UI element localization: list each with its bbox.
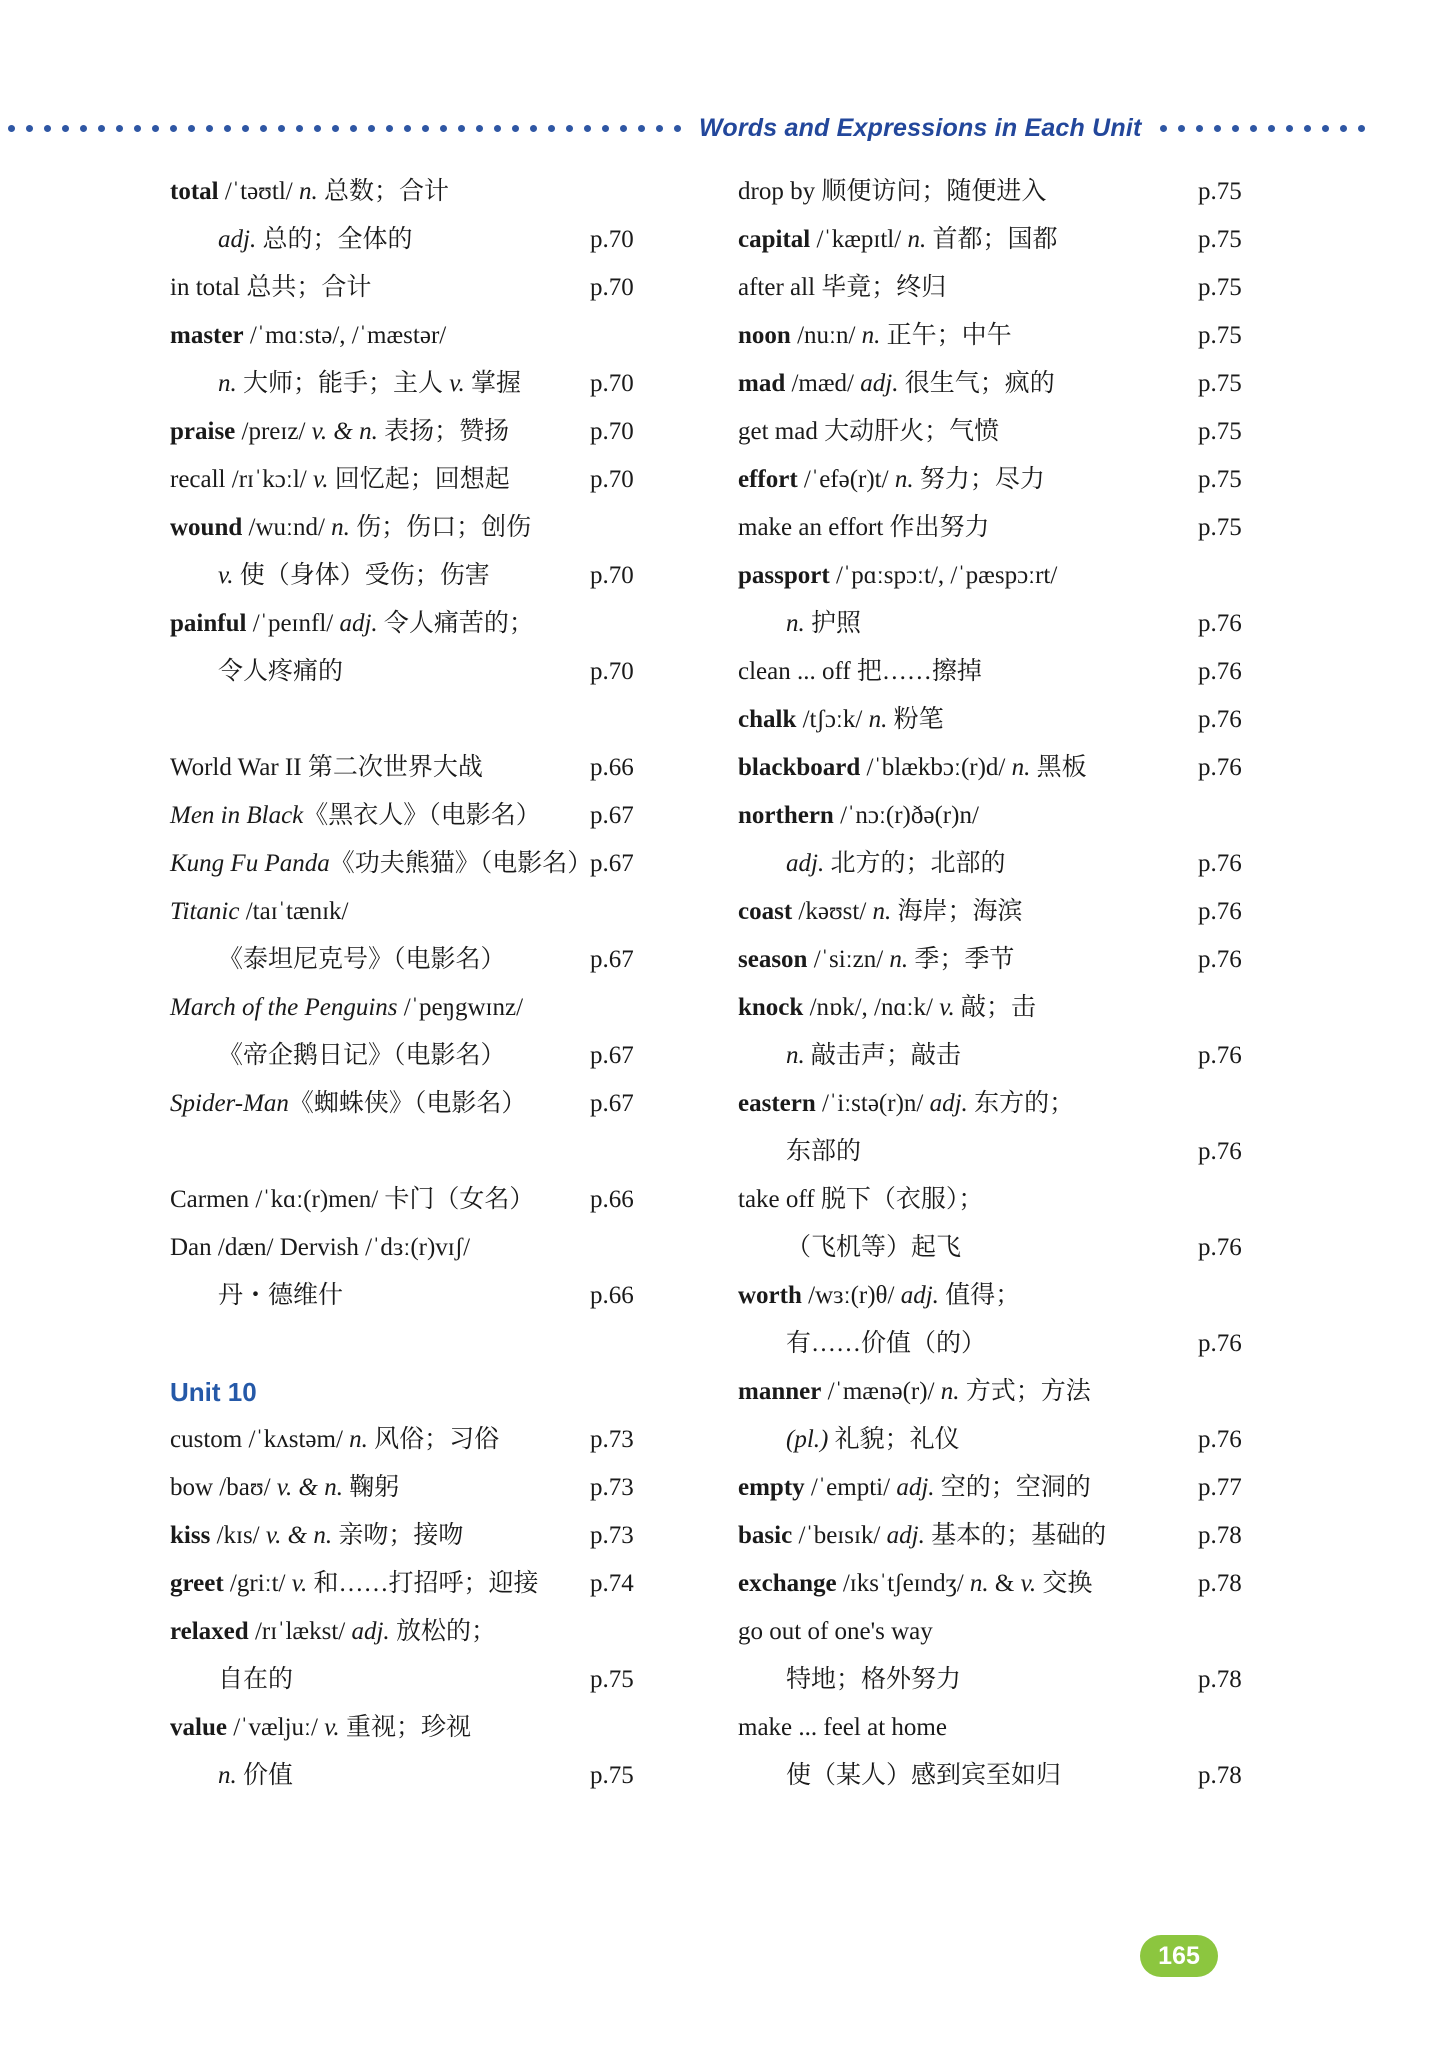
page-reference: p.78 — [1198, 1762, 1242, 1789]
word-entry — [738, 1560, 1298, 1608]
headword: Spider-Man — [170, 1090, 289, 1117]
page-reference: p.70 — [590, 274, 634, 301]
header-dot — [386, 125, 393, 132]
entry-line: n. 价值 p.75 — [170, 1752, 710, 1800]
header-dot — [206, 125, 213, 132]
header-dot — [1286, 125, 1293, 132]
pos-marker: n. — [349, 1426, 368, 1453]
header-dot — [1268, 125, 1275, 132]
section-spacer — [170, 1320, 710, 1368]
entry-line: （飞机等）起飞 p.76 — [738, 1224, 1298, 1272]
header-dot — [314, 125, 321, 132]
pos-marker: n. — [868, 706, 888, 733]
entry-line: noon /nuːn/ n. 正午；中午 p.75 — [738, 312, 1298, 360]
entry-line: after all 毕竟；终归 p.75 — [738, 264, 1298, 312]
header-dot — [422, 125, 429, 132]
entry-line: get mad 大动肝火；气愤 p.75 — [738, 408, 1298, 456]
header-dot — [530, 125, 537, 132]
page-reference: p.76 — [1198, 1330, 1242, 1357]
header-dot — [188, 125, 195, 132]
page-reference: p.70 — [590, 418, 634, 445]
word-entry — [170, 984, 710, 1080]
entry-line: 特地；格外努力 p.78 — [738, 1656, 1298, 1704]
entry-line: 使（某人）感到宾至如归 p.78 — [738, 1752, 1298, 1800]
word-entry — [170, 1512, 710, 1560]
headword: value — [170, 1714, 227, 1741]
word-entry — [738, 168, 1298, 216]
pos-marker: v. — [1020, 1570, 1037, 1597]
header-dot — [1160, 125, 1167, 132]
word-entry — [738, 1176, 1298, 1272]
word-entry — [738, 1512, 1298, 1560]
word-entry — [738, 648, 1298, 696]
header-dot — [602, 125, 609, 132]
headword: Men in Black — [170, 802, 304, 829]
header-dot — [440, 125, 447, 132]
entry-line: 令人疼痛的 p.70 — [170, 648, 710, 696]
entry-line: n. 护照 p.76 — [738, 600, 1298, 648]
header-dot — [494, 125, 501, 132]
word-entry — [738, 1080, 1298, 1176]
entry-line: mad /mæd/ adj. 很生气；疯的 p.75 — [738, 360, 1298, 408]
entry-line: n. 敲击声；敲击 p.76 — [738, 1032, 1298, 1080]
entry-line: v. 使（身体）受伤；伤害 p.70 — [170, 552, 710, 600]
header-dot — [134, 125, 141, 132]
pos-marker: n. — [872, 898, 892, 925]
page-reference: p.75 — [590, 1666, 634, 1693]
header-dots-left — [8, 123, 681, 133]
pos-marker: v. — [291, 1570, 308, 1597]
pos-marker: n. — [907, 226, 927, 253]
pos-marker: n. — [940, 1378, 960, 1405]
unit-heading: Unit 10 — [170, 1377, 257, 1407]
headword: mad — [738, 370, 786, 397]
entry-line: kiss /kɪs/ v. & n. 亲吻；接吻 p.73 — [170, 1512, 710, 1560]
header-dot — [1178, 125, 1185, 132]
pos-marker: adj. — [786, 850, 825, 877]
headword: effort — [738, 466, 798, 493]
header-dot — [98, 125, 105, 132]
header-dot — [26, 125, 33, 132]
headword: passport — [738, 562, 830, 589]
pos-marker: v. — [324, 1714, 340, 1741]
header-dot — [296, 125, 303, 132]
entry-line: adj. 北方的；北部的 p.76 — [738, 840, 1298, 888]
word-entry — [738, 1464, 1298, 1512]
pos-marker: v. & n. — [265, 1522, 333, 1549]
page-reference: p.75 — [1198, 370, 1242, 397]
pos-marker: n. — [969, 1570, 989, 1597]
headword: painful — [170, 610, 247, 637]
pos-marker: n. — [786, 1042, 805, 1069]
headword: total — [170, 178, 219, 205]
entry-line: 《泰坦尼克号》（电影名） p.67 — [170, 936, 710, 984]
entry-line: 丹・德维什 p.66 — [170, 1272, 710, 1320]
word-entry — [170, 1176, 710, 1224]
entry-line: value /ˈvæljuː/ v. 重视；珍视 — [170, 1714, 471, 1741]
page-reference: p.75 — [1198, 514, 1242, 541]
headword: northern — [738, 802, 834, 829]
header-dot — [350, 125, 357, 132]
entry-line: empty /ˈempti/ adj. 空的；空洞的 p.77 — [738, 1464, 1298, 1512]
header-dot — [1214, 125, 1221, 132]
entry-line: relaxed /rɪˈlækst/ adj. 放松的； — [170, 1618, 496, 1645]
page-reference: p.70 — [590, 370, 634, 397]
page-reference: p.75 — [1198, 274, 1242, 301]
word-entry — [738, 1368, 1298, 1464]
page-reference: p.75 — [1198, 226, 1242, 253]
entry-line: drop by 顺便访问；随便进入 p.75 — [738, 168, 1298, 216]
pos-marker: n. — [889, 946, 909, 973]
headword: knock — [738, 994, 804, 1021]
pos-marker: adj. — [929, 1090, 968, 1117]
headword: kiss — [170, 1522, 211, 1549]
word-entry — [738, 552, 1298, 648]
page-reference: p.75 — [590, 1762, 634, 1789]
entry-line: go out of one's way — [738, 1618, 933, 1645]
pos-marker: adj. — [218, 226, 257, 253]
entry-line: effort /ˈefə(r)t/ n. 努力；尽力 p.75 — [738, 456, 1298, 504]
word-entry — [738, 696, 1298, 744]
header-dot — [1232, 125, 1239, 132]
entry-line: Men in Black《黑衣人》（电影名） p.67 — [170, 792, 710, 840]
word-entry — [170, 408, 710, 456]
headword: wound — [170, 514, 243, 541]
entry-line: eastern /ˈiːstə(r)n/ adj. 东方的； — [738, 1090, 1075, 1117]
headword: greet — [170, 1570, 224, 1597]
pos-marker: n. — [1011, 754, 1031, 781]
entry-line: passport /ˈpɑːspɔːt/, /ˈpæspɔːrt/ — [738, 562, 1058, 589]
word-entry — [170, 1416, 710, 1464]
header-dot — [332, 125, 339, 132]
header-dot — [1304, 125, 1311, 132]
page-reference: p.76 — [1198, 658, 1242, 685]
entry-line: custom /ˈkʌstəm/ n. 风俗；习俗 p.73 — [170, 1416, 710, 1464]
word-entry — [170, 1464, 710, 1512]
entry-line: master /ˈmɑːstə/, /ˈmæstər/ — [170, 322, 447, 349]
header-dot — [242, 125, 249, 132]
headword: capital — [738, 226, 811, 253]
page-reference: p.74 — [590, 1570, 634, 1597]
header-dot — [1250, 125, 1257, 132]
entry-line: (pl.) 礼貌；礼仪 p.76 — [738, 1416, 1298, 1464]
pos-marker: adj. — [900, 1282, 939, 1309]
header-dot — [656, 125, 663, 132]
pos-marker: v. — [939, 994, 955, 1021]
entry-line: Kung Fu Panda《功夫熊猫》（电影名） p.67 — [170, 840, 710, 888]
headword: coast — [738, 898, 793, 925]
headword: worth — [738, 1282, 802, 1309]
header-dot — [278, 125, 285, 132]
pos-marker: v. — [218, 562, 234, 589]
header-dot — [404, 125, 411, 132]
page-reference: p.75 — [1198, 466, 1242, 493]
word-entry — [738, 504, 1298, 552]
header-dot — [62, 125, 69, 132]
word-entry — [738, 408, 1298, 456]
page-reference: p.73 — [590, 1474, 634, 1501]
entry-line: praise /preɪz/ v. & n. 表扬；赞扬 p.70 — [170, 408, 710, 456]
word-entry — [170, 1704, 710, 1800]
page-reference: p.76 — [1198, 754, 1242, 781]
entry-line: chalk /tʃɔːk/ n. 粉笔 p.76 — [738, 696, 1298, 744]
header-dot — [368, 125, 375, 132]
entry-line: total /ˈtəʊtl/ n. 总数；合计 — [170, 178, 449, 205]
entry-line: knock /nɒk/, /nɑːk/ v. 敲；击 — [738, 994, 1036, 1021]
header-dot — [8, 125, 15, 132]
word-entry — [170, 1224, 710, 1320]
word-entry — [170, 600, 710, 696]
pos-marker: n. — [298, 178, 318, 205]
page-reference: p.75 — [1198, 322, 1242, 349]
header-dot — [620, 125, 627, 132]
headword: Titanic — [170, 898, 240, 925]
page-reference: p.66 — [590, 754, 634, 781]
entry-line: northern /ˈnɔː(r)ðə(r)n/ — [738, 802, 979, 829]
word-entry — [170, 840, 710, 888]
header-dot — [80, 125, 87, 132]
word-entry — [170, 312, 710, 408]
page-number-badge: 165 — [1140, 1935, 1218, 1977]
entry-line: make an effort 作出努力 p.75 — [738, 504, 1298, 552]
entry-line: 《帝企鹅日记》（电影名） p.67 — [170, 1032, 710, 1080]
pos-marker: v. & n. — [276, 1474, 343, 1501]
word-entry — [738, 744, 1298, 792]
page-reference: p.76 — [1198, 1426, 1242, 1453]
word-entry — [170, 264, 710, 312]
page-reference: p.70 — [590, 226, 634, 253]
page-reference: p.70 — [590, 466, 634, 493]
entry-line: March of the Penguins /ˈpeŋgwɪnz/ — [170, 994, 524, 1021]
pos-marker: adj. — [896, 1474, 935, 1501]
page-reference: p.70 — [590, 562, 634, 589]
page-reference: p.73 — [590, 1522, 634, 1549]
word-entry — [738, 264, 1298, 312]
word-entry — [738, 360, 1298, 408]
header-dot — [1322, 125, 1329, 132]
pos-marker: n. — [861, 322, 881, 349]
page-reference: p.73 — [590, 1426, 634, 1453]
page-reference: p.76 — [1198, 898, 1242, 925]
section-spacer — [170, 1128, 710, 1176]
headword: Kung Fu Panda — [170, 850, 330, 877]
headword: chalk — [738, 706, 797, 733]
header-dot — [584, 125, 591, 132]
word-entry — [738, 1704, 1298, 1800]
page-reference: p.67 — [590, 1042, 634, 1069]
headword: eastern — [738, 1090, 816, 1117]
entry-line: exchange /ɪksˈtʃeɪndʒ/ n. & v. 交换 p.78 — [738, 1560, 1298, 1608]
entry-line: 有……价值（的） p.76 — [738, 1320, 1298, 1368]
page-reference: p.76 — [1198, 706, 1242, 733]
header-dot — [260, 125, 267, 132]
page-reference: p.78 — [1198, 1666, 1242, 1693]
entry-line: recall /rɪˈkɔːl/ v. 回忆起；回想起 p.70 — [170, 456, 710, 504]
header-dot — [638, 125, 645, 132]
headword: exchange — [738, 1570, 837, 1597]
word-entry — [170, 792, 710, 840]
pos-marker: v. & n. — [311, 418, 378, 445]
entry-line: Spider-Man《蜘蛛侠》（电影名） p.67 — [170, 1080, 710, 1128]
header-dot — [44, 125, 51, 132]
entry-line: adj. 总的；全体的 p.70 — [170, 216, 710, 264]
entry-line: n. 大师；能手；主人 v. 掌握 p.70 — [170, 360, 710, 408]
left-column — [170, 168, 710, 1800]
pos-marker: adj. — [351, 1618, 390, 1645]
page-header — [0, 108, 1434, 148]
entry-line: wound /wuːnd/ n. 伤；伤口；创伤 — [170, 514, 532, 541]
header-dot — [170, 125, 177, 132]
headword: blackboard — [738, 754, 861, 781]
word-entry — [738, 312, 1298, 360]
page-reference: p.75 — [1198, 178, 1242, 205]
headword: March of the Penguins — [170, 994, 398, 1021]
word-entry — [170, 888, 710, 984]
headword: season — [738, 946, 808, 973]
word-entry — [170, 1608, 710, 1704]
page-reference: p.67 — [590, 1090, 634, 1117]
page-reference: p.75 — [1198, 418, 1242, 445]
word-entry — [170, 1560, 710, 1608]
pos-marker: v. — [449, 370, 465, 397]
page-reference: p.76 — [1198, 1234, 1242, 1261]
entry-line: take off 脱下（衣服）； — [738, 1186, 984, 1213]
word-entry — [170, 456, 710, 504]
word-entry — [170, 744, 710, 792]
entry-line: Titanic /taɪˈtænɪk/ — [170, 898, 349, 925]
page-reference: p.70 — [590, 658, 634, 685]
headword: praise — [170, 418, 236, 445]
page-reference: p.66 — [590, 1186, 634, 1213]
word-entry — [738, 1272, 1298, 1368]
pos-marker: adj. — [886, 1522, 925, 1549]
headword: relaxed — [170, 1618, 249, 1645]
entry-line: 自在的 p.75 — [170, 1656, 710, 1704]
entry-line: 东部的 p.76 — [738, 1128, 1298, 1176]
page-reference: p.67 — [590, 802, 634, 829]
header-dot — [152, 125, 159, 132]
word-entry — [738, 216, 1298, 264]
page-reference: p.78 — [1198, 1522, 1242, 1549]
pos-marker: adj. — [339, 610, 378, 637]
entry-line: basic /ˈbeɪsɪk/ adj. 基本的；基础的 p.78 — [738, 1512, 1298, 1560]
headword: noon — [738, 322, 791, 349]
pos-marker: adj. — [860, 370, 899, 397]
right-column — [738, 168, 1298, 1800]
word-entry — [738, 984, 1298, 1080]
page-reference: p.76 — [1198, 1042, 1242, 1069]
pos-marker: v. — [312, 466, 329, 493]
word-entry — [170, 168, 710, 264]
entry-line: make ... feel at home — [738, 1714, 947, 1741]
headword: empty — [738, 1474, 805, 1501]
entry-line: bow /baʊ/ v. & n. 鞠躬 p.73 — [170, 1464, 710, 1512]
headword: manner — [738, 1378, 822, 1405]
entry-line: painful /ˈpeɪnfl/ adj. 令人痛苦的； — [170, 610, 534, 637]
entry-line: greet /griːt/ v. 和……打招呼；迎接 p.74 — [170, 1560, 710, 1608]
page-reference: p.76 — [1198, 610, 1242, 637]
header-dot — [476, 125, 483, 132]
header-dot — [512, 125, 519, 132]
header-dot — [1358, 125, 1365, 132]
entry-line: coast /kəʊst/ n. 海岸；海滨 p.76 — [738, 888, 1298, 936]
entry-line: manner /ˈmænə(r)/ n. 方式；方法 — [738, 1378, 1091, 1405]
page-reference: p.76 — [1198, 850, 1242, 877]
word-entry — [738, 888, 1298, 936]
header-dot — [566, 125, 573, 132]
page-reference: p.67 — [590, 946, 634, 973]
page-reference: p.76 — [1198, 1138, 1242, 1165]
page-title: Words and Expressions in Each Unit — [699, 113, 1142, 142]
entry-line: worth /wɜː(r)θ/ adj. 值得； — [738, 1282, 1021, 1309]
word-entry — [170, 1080, 710, 1128]
entry-line: World War II 第二次世界大战 p.66 — [170, 744, 710, 792]
word-entry — [738, 936, 1298, 984]
entry-line: capital /ˈkæpɪtl/ n. 首都；国都 p.75 — [738, 216, 1298, 264]
header-dots-right — [1160, 123, 1365, 133]
header-dot — [458, 125, 465, 132]
entry-line: season /ˈsiːzn/ n. 季；季节 p.76 — [738, 936, 1298, 984]
pos-marker: n. — [218, 1762, 237, 1789]
page-reference: p.78 — [1198, 1570, 1242, 1597]
headword: basic — [738, 1522, 793, 1549]
page-reference: p.66 — [590, 1282, 634, 1309]
header-dot — [1196, 125, 1203, 132]
entry-line: in total 总共；合计 p.70 — [170, 264, 710, 312]
header-dot — [674, 125, 681, 132]
page-reference: p.67 — [590, 850, 634, 877]
entry-line: clean ... off 把……擦掉 p.76 — [738, 648, 1298, 696]
pos-marker: n. — [218, 370, 237, 397]
header-dot — [224, 125, 231, 132]
pos-marker: (pl.) — [786, 1426, 829, 1453]
page-reference: p.76 — [1198, 946, 1242, 973]
headword: master — [170, 322, 244, 349]
page-reference: p.77 — [1198, 1474, 1242, 1501]
pos-marker: n. — [894, 466, 914, 493]
pos-marker: n. — [331, 514, 350, 541]
word-entry — [738, 792, 1298, 888]
word-entry — [738, 1608, 1298, 1704]
entry-line: Dan /dæn/ Dervish /ˈdɜː(r)vɪʃ/ — [170, 1234, 471, 1261]
entry-line: Carmen /ˈkɑː(r)men/ 卡门（女名） p.66 — [170, 1176, 710, 1224]
header-dot — [116, 125, 123, 132]
header-dot — [548, 125, 555, 132]
section-spacer — [170, 696, 710, 744]
entry-line: blackboard /ˈblækbɔː(r)d/ n. 黑板 p.76 — [738, 744, 1298, 792]
word-entry — [738, 456, 1298, 504]
pos-marker: n. — [786, 610, 805, 637]
word-entry — [170, 504, 710, 600]
header-dot — [1340, 125, 1347, 132]
